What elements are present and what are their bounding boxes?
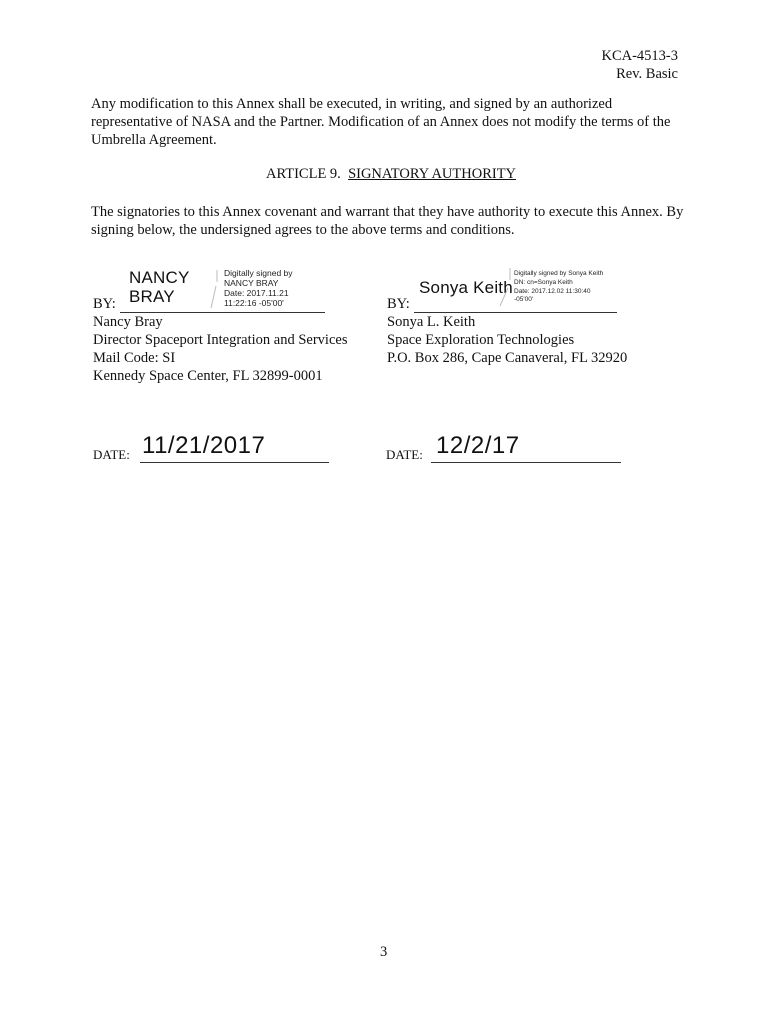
left-signature-name-line2: BRAY xyxy=(129,287,175,306)
article-title: SIGNATORY AUTHORITY xyxy=(348,166,517,182)
left-digital-signed-line2: NANCY BRAY xyxy=(224,278,279,288)
right-signature-name: Sonya Keith xyxy=(419,278,513,297)
left-signature-name-line1: NANCY xyxy=(129,268,190,287)
right-by-label: BY: xyxy=(387,296,410,312)
left-date-value: 11/21/2017 xyxy=(142,432,266,459)
article-number: ARTICLE 9. xyxy=(265,166,341,182)
page-number: 3 xyxy=(380,944,388,960)
modification-paragraph: Any modification to this Annex shall be executed, in writing, and signed by an authorized representative of NASA and the Partner. Modification of an Annex does not modify the terms of the Umbrella Agreement. xyxy=(91,96,671,148)
left-date-line xyxy=(140,462,329,463)
right-digital-signed-line3: Date: 2017.12.02 11:30:40 xyxy=(514,288,591,295)
document-id: KCA-4513-3 xyxy=(601,48,678,64)
left-mail-code: Mail Code: SI xyxy=(93,350,176,366)
right-signer-name: Sonya L. Keith xyxy=(387,314,476,330)
article-heading xyxy=(91,166,691,183)
right-digital-signed-line2: DN: cn=Sonya Keith xyxy=(514,279,573,286)
right-date-label: DATE: xyxy=(386,447,423,462)
right-date-value: 12/2/17 xyxy=(436,432,520,459)
left-digital-signed-line3: Date: 2017.11.21 xyxy=(224,288,289,298)
right-date-line xyxy=(431,462,621,463)
left-date-label: DATE: xyxy=(93,447,130,462)
right-digital-signed-line4: -05'00' xyxy=(514,296,534,303)
left-signer-title: Director Spaceport Integration and Services xyxy=(93,332,348,348)
right-digital-signed-line1: Digitally signed by Sonya Keith xyxy=(514,270,604,277)
right-signature-divider-graphic xyxy=(492,266,514,308)
left-address: Kennedy Space Center, FL 32899-0001 xyxy=(93,368,323,384)
revision-label: Rev. Basic xyxy=(616,66,678,82)
left-signer-name: Nancy Bray xyxy=(93,314,163,330)
left-digital-signed-line1: Digitally signed by xyxy=(224,268,293,278)
left-by-label: BY: xyxy=(93,296,116,312)
left-digital-signed-line4: 11:22:16 -05'00' xyxy=(224,298,284,308)
right-signer-organization: Space Exploration Technologies xyxy=(387,332,575,348)
right-address: P.O. Box 286, Cape Canaveral, FL 32920 xyxy=(387,350,628,366)
signatories-paragraph: The signatories to this Annex covenant and warrant that they have authority to execute this Annex. By signing below, the undersigned agrees to the above terms and conditions. xyxy=(91,204,684,238)
